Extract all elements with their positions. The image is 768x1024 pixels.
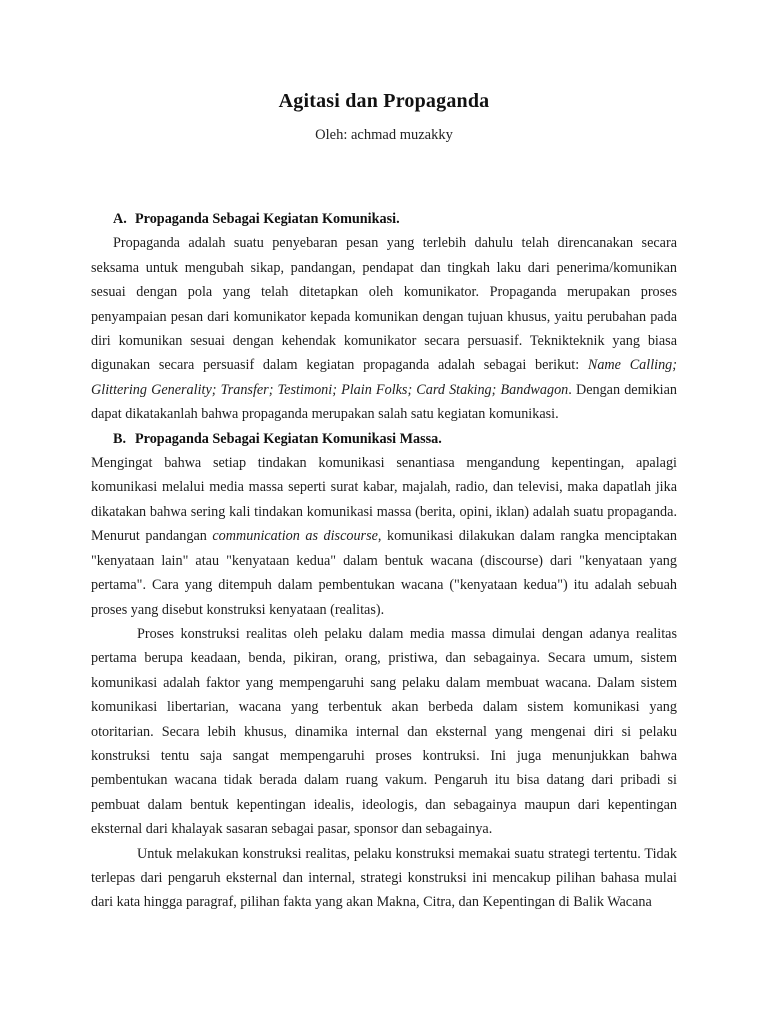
italic-term: communication as discourse [212, 528, 378, 545]
paragraph-construction-strategy: Untuk melakukan konstruksi realitas, pelaku konstruksi memakai suatu strategi tertentu. Tidak terlepas dari pengaruh eksternal dan internal, strategi konstruksi ini mencakup pilihan bahasa mulai dari kata hingga paragraf, pilihan fakta yang akan Makna, Citra, dan Kepentingan di Balik Wacana [91, 845, 677, 911]
document-title: Agitasi dan Propaganda [278, 90, 490, 112]
paragraph-text: , komunikasi dilakukan dalam rangka menciptakan "kenyataan lain" atau "kenyataan kedua" dalam bentuk wacana (discourse) dari "kenyataan yang pertama". Cara yang ditempuh dalam pembentukan wacana ("kenyataan kedua") itu adalah sebuah proses yang disebut konstruksi kenyataan (realitas). [91, 528, 677, 618]
paragraph-propaganda-definition [91, 231, 677, 426]
paragraph-text: . Dengan demikian dapat dikatakanlah bahwa propaganda merupakan salah satu kegiatan komunikasi. [91, 381, 677, 423]
paragraph-reality-construction: Proses konstruksi realitas oleh pelaku dalam media massa dimulai dengan adanya realitas pertama berupa keadaan, benda, pikiran, orang, pristiwa, dan sebagainya. Secara umum, sistem komunikasi adalah faktor yang mempengaruhi sang pelaku dalam membuat wacana. Dalam sistem komunikasi libertarian, wacana yang terbentuk akan berbeda dalam sistem komunikasi yang otoritarian. Secara lebih khusus, dinamika internal dan eksternal yang mengenai diri si pelaku konstruksi tentu saja sangat mempengaruhi proses kontruksi. Ini juga menunjukkan bahwa pembentukan wacana tidak berada dalam ruang vakum. Pengaruh itu bisa datang dari pribadi si pembuat dalam bentuk kepentingan idealis, ideologis, dan sebagainya maupun dari kepentingan eksternal dari khalayak sasaran sebagai pasar, sponsor dan sebagainya. [91, 625, 677, 838]
paragraph-mass-communication [91, 451, 677, 622]
section-marker: B. [113, 430, 127, 447]
section-marker: A. [113, 211, 127, 227]
section-heading-text: Propaganda Sebagai Kegiatan Komunikasi Massa. [135, 430, 442, 447]
italic-techniques-list: Name Calling; Glittering Generality; Transfer; Testimoni; Plain Folks; Card Staking; Bandwagon [91, 357, 677, 398]
author-line: Oleh: achmad muzakky [315, 127, 453, 143]
paragraph-text: Propaganda adalah suatu penyebaran pesan yang terlebih dahulu telah direncanakan secara seksama untuk mengubah sikap, pandangan, pendapat dan tingkah laku dari penerima/komunikan sesuai dengan pola yang telah ditetapkan oleh komunikator. Propaganda merupakan proses penyampaian pesan dari komunikator kepada komunikan dengan tujuan khusus, yaitu perubahan pada diri komunikan sesuai dengan kehendak komunikator secara persuasif. Teknikteknik yang biasa digunakan secara persuasif dalam kegiatan propaganda adalah sebagai berikut: [91, 235, 677, 374]
section-heading-text: Propaganda Sebagai Kegiatan Komunikasi. [135, 211, 400, 227]
section-heading-a [91, 207, 677, 231]
section-heading-b [91, 427, 677, 451]
document-body [91, 207, 677, 915]
paragraph-text: Mengingat bahwa setiap tindakan komunikasi senantiasa mengandung kepentingan, apalagi komunikasi melalui media massa seperti surat kabar, majalah, radio, dan televisi, maka dapatlah jika dikatakan bahwa sering kali tindakan komunikasi massa (berita, opini, iklan) adalah suatu propaganda. Menurut pandangan [91, 455, 677, 545]
